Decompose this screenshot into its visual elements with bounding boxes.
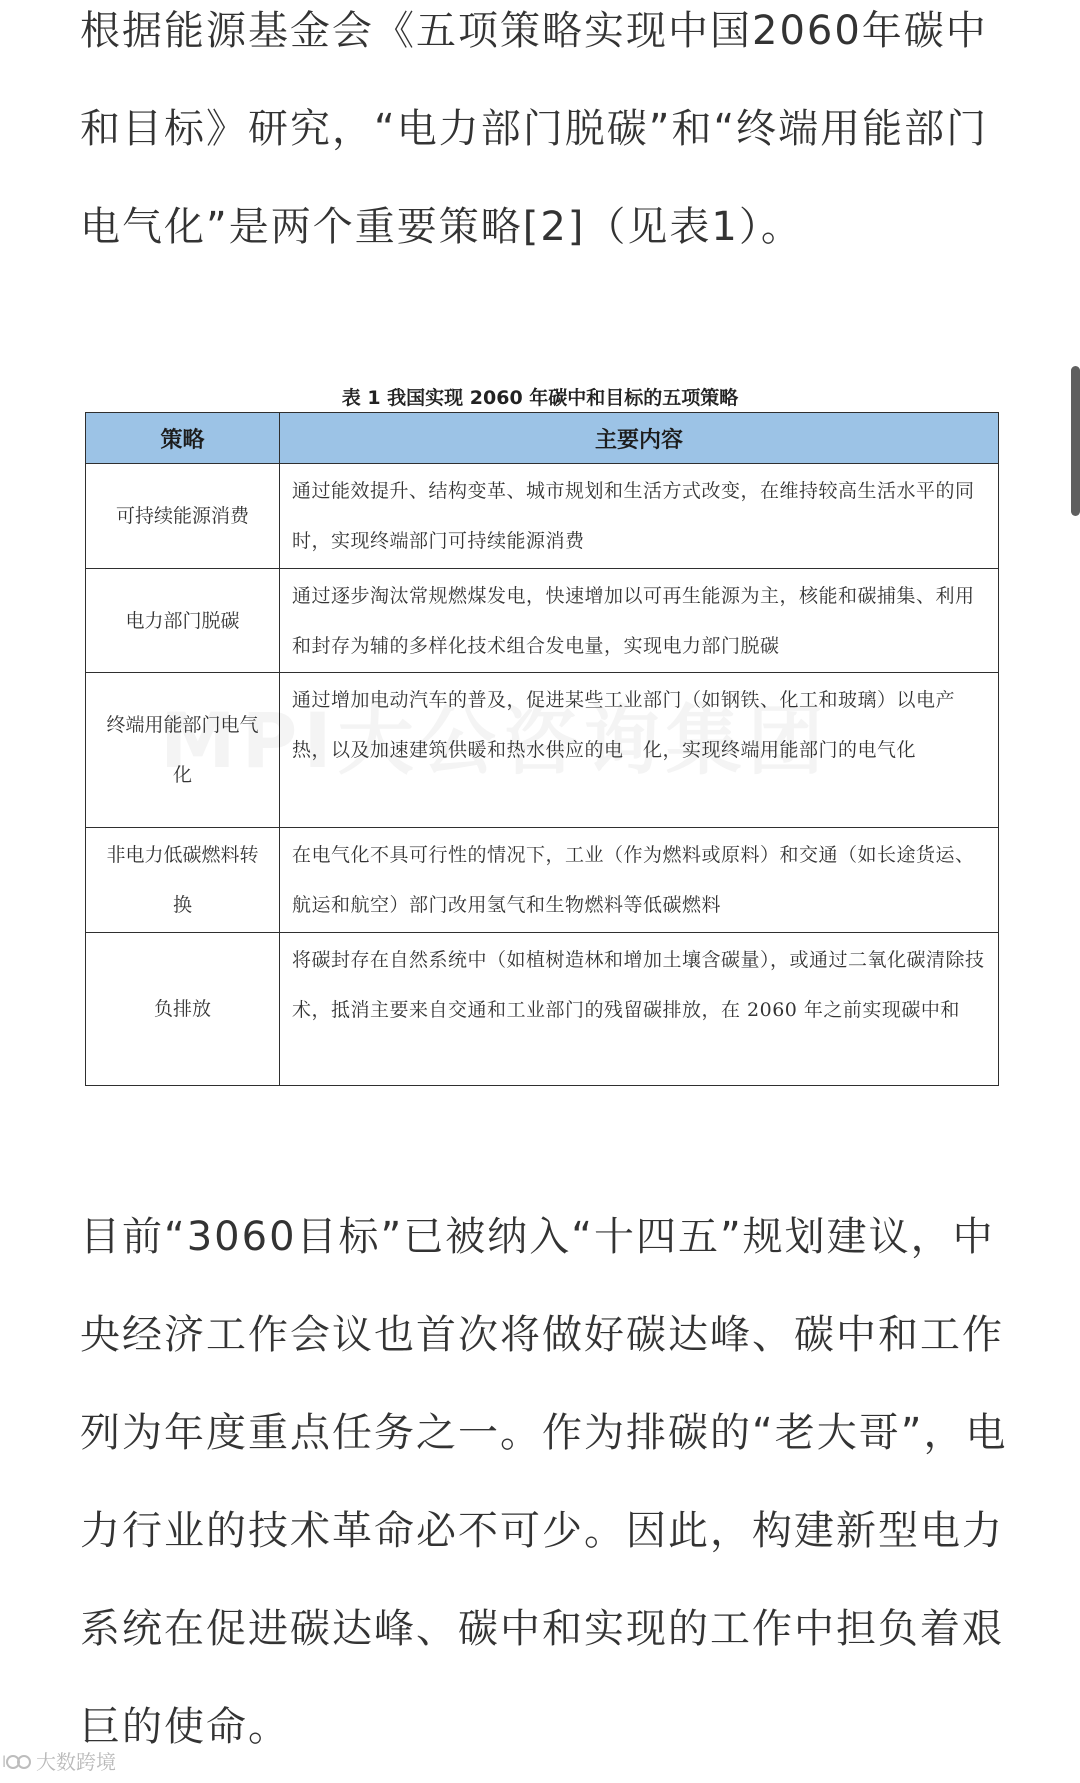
table-header-content: 主要内容 [280, 413, 999, 464]
table-row [86, 464, 999, 569]
table-row [86, 828, 999, 933]
table-row [86, 569, 999, 673]
table-cell-content: 通过逐步淘汰常规燃煤发电，快速增加以可再生能源为主，核能和碳捕集、利用和封存为辅的多样化技术组合发电量，实现电力部门脱碳 [280, 569, 999, 673]
table-cell-strategy: 非电力低碳燃料转换 [86, 828, 280, 933]
table-cell-strategy: 可持续能源消费 [86, 464, 280, 569]
table-cell-strategy: 电力部门脱碳 [86, 569, 280, 673]
strategy-table [85, 412, 999, 1086]
table-cell-strategy: 终端用能部门电气化 [86, 673, 280, 828]
table-cell-strategy: 负排放 [86, 933, 280, 1086]
table-cell-content: 通过增加电动汽车的普及，促进某些工业部门（如钢铁、化工和玻璃）以电产热，以及加速建筑供暖和热水供应的电 化，实现终端用能部门的电气化 [280, 673, 999, 828]
scrollbar-thumb[interactable] [1071, 366, 1080, 516]
brand-name: 大数跨境 [36, 1750, 116, 1774]
table-title: 表 1 我国实现 2060 年碳中和目标的五项策略 [341, 387, 739, 409]
footer-brand [2, 1746, 116, 1775]
table-cell-content: 将碳封存在自然系统中（如植树造林和增加土壤含碳量），或通过二氧化碳清除技术，抵消主要来自交通和工业部门的残留碳排放，在 2060 年之前实现碳中和 [280, 933, 999, 1086]
table-cell-content: 通过能效提升、结构变革、城市规划和生活方式改变，在维持较高生活水平的同时，实现终端部门可持续能源消费 [280, 464, 999, 569]
article-paragraph-2: 目前“3060目标”已被纳入“十四五”规划建议，中央经济工作会议也首次将做好碳达峰、碳中和工作列为年度重点任务之一。作为排碳的“老大哥”，电力行业的技术革命必不可少。因此，构建新型电力系统在促进碳达峰、碳中和实现的工作中担负着艰巨的使命。 [80, 1214, 1008, 1750]
svg-text:l: l [2, 1752, 7, 1771]
table-header-row [86, 413, 999, 464]
table-row [86, 673, 999, 828]
table-cell-content: 在电气化不具可行性的情况下，工业（作为燃料或原料）和交通（如长途货运、航运和航空）部门改用氢气和生物燃料等低碳燃料 [280, 828, 999, 933]
table-row [86, 933, 999, 1086]
brand-logo-icon [2, 1750, 32, 1772]
table-header-strategy: 策略 [86, 413, 280, 464]
article-paragraph-1: 根据能源基金会《五项策略实现中国2060年碳中和目标》研究，“电力部门脱碳”和“终端用能部门电气化”是两个重要策略[2]（见表1）。 [80, 8, 989, 250]
